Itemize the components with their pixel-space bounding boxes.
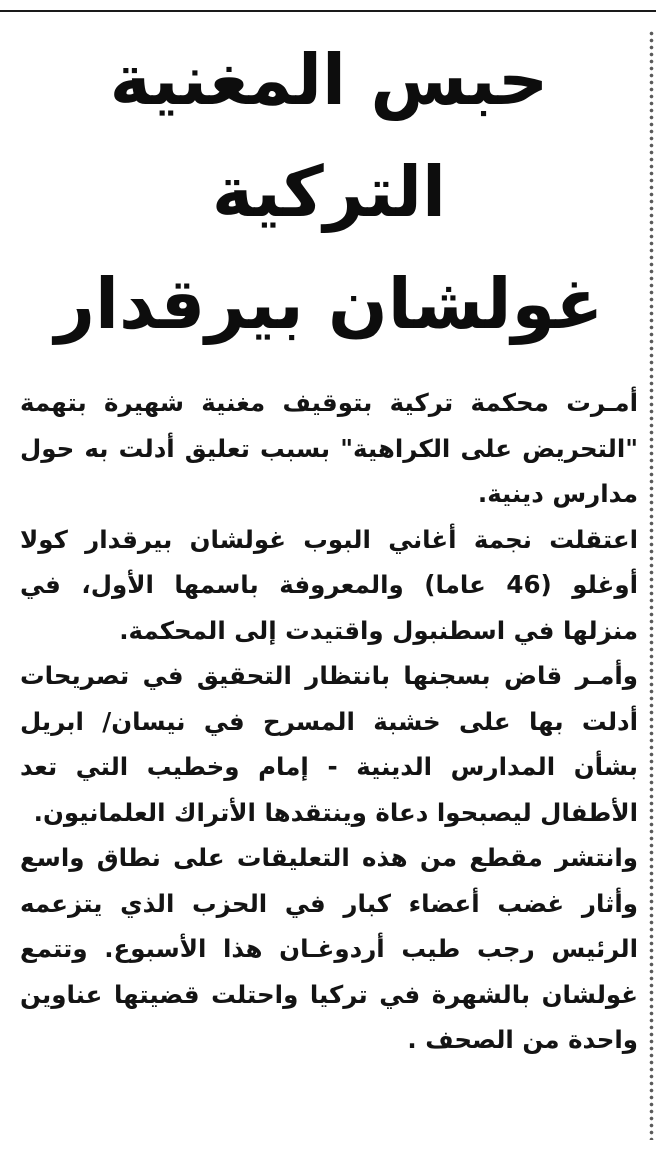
article-paragraph-2: اعتقلت نجمة أغاني البوب غولشان بيرقدار كولا أوغلو (46 عاما) والمعروفة باسمها الأول، في منزلها في اسطنبول واقتيدت إلى المحكمة. [20, 524, 638, 645]
dotted-column-divider [649, 30, 654, 1140]
article-body [20, 380, 638, 1063]
article-headline [20, 24, 638, 360]
article-paragraph-4: وانتشر مقطع من هذه التعليقات على نطاق واسع وأثار غضب أعضاء كبار في الحزب الذي يتزعمه الرئيس رجب طيب أردوغـان هذا الأسبوع. وتتمع غولشان بالشهرة في تركيا واحتلت قضيتها عناوين واحدة من الصحف . [20, 843, 638, 1054]
article-paragraph-3: وأمـر قاض بسجنها بانتظار التحقيق في تصريحات أدلت بها على خشبة المسرح في نيسان/ ابريل بشأن المدارس الدينية - إمام وخطيب التي تعد الأطفال ليصبحوا دعاة وينتقدها الأتراك العلمانيون. [20, 661, 638, 827]
headline-line-1: حبس المغنية التركية [109, 39, 549, 233]
headline-line-2: غولشان بيرقدار [54, 263, 604, 345]
news-article [20, 24, 638, 1063]
top-border-rule [0, 0, 656, 12]
article-paragraph-1: أمـرت محكمة تركية بتوقيف مغنية شهيرة بتهمة "التحريض على الكراهية" بسبب تعليق أدلت به حول مدارس دينية. [20, 388, 638, 508]
